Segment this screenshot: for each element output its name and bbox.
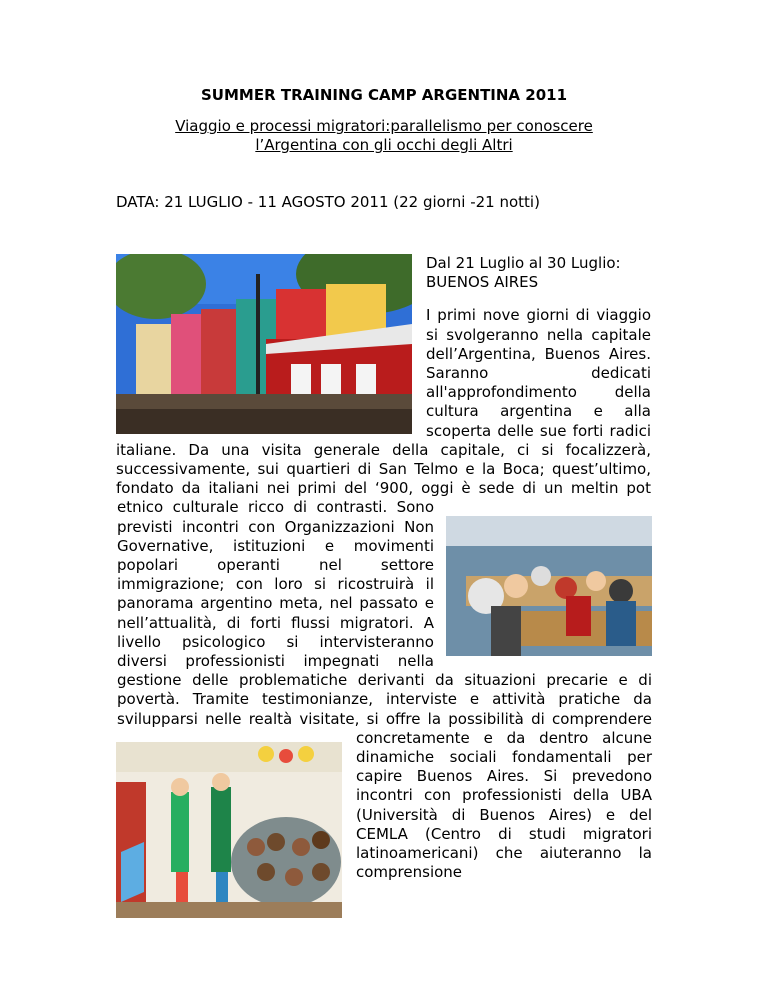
la-boca-houses-photo xyxy=(116,254,412,434)
children-clowns-photo xyxy=(116,742,342,918)
section-paragraph: I primi nove giorni di viaggio si svolgeranno nella capitale dell’Argentina, Buenos Aires. Saranno dedicati all'approfondimento della cultura argentina e alla scoperta delle sue forti radici italiane. Da una visita generale della capitale, ci si focalizzerà, successivamente, sui quartieri di San Telmo e la Boca; quest’ultimo, fondato da italiani nei primi del ‘900, oggi è sede di un meltin pot etnico culturale ricco di contrasti. Sono previsti incontri con Organizzazioni Non Governative, istituzioni e movimenti popolari operanti nel settore immigrazione; con loro si ricostruirà il panorama argentino meta, nel passato e nell’attualità, di forti flussi migratori. A livello psicologico si intervisteranno diversi professionisti impegnati nella gestione delle problematiche derivanti da situazioni precarie e di povertà. Tramite testimonianze, interviste e attività pratiche da svilupparsi nelle realtà visitate, si offre la possibilità di comprendere concretamente e da dentro alcune dinamiche sociali fondamentali per capire Buenos Aires. Si prevedono incontri con professionisti della UBA (Università di Buenos Aires) e del CEMLA (Centro di studi migratori latinoamericani) che aiuteranno la comprensione xyxy=(116,306,652,882)
section-heading-city: BUENOS AIRES xyxy=(426,273,539,292)
document-subtitle xyxy=(0,117,768,155)
trip-dates: DATA: 21 LUGLIO - 11 AGOSTO 2011 (22 giorni -21 notti) xyxy=(116,193,540,211)
community-dinner-photo xyxy=(446,516,652,656)
subtitle-line-1: Viaggio e processi migratori:parallelismo per conoscere xyxy=(175,117,593,135)
section-heading-dates: Dal 21 Luglio al 30 Luglio: xyxy=(426,254,621,272)
document-title: SUMMER TRAINING CAMP ARGENTINA 2011 xyxy=(200,86,568,104)
subtitle-line-2: l’Argentina con gli occhi degli Altri xyxy=(255,136,513,154)
body-text xyxy=(116,254,652,922)
